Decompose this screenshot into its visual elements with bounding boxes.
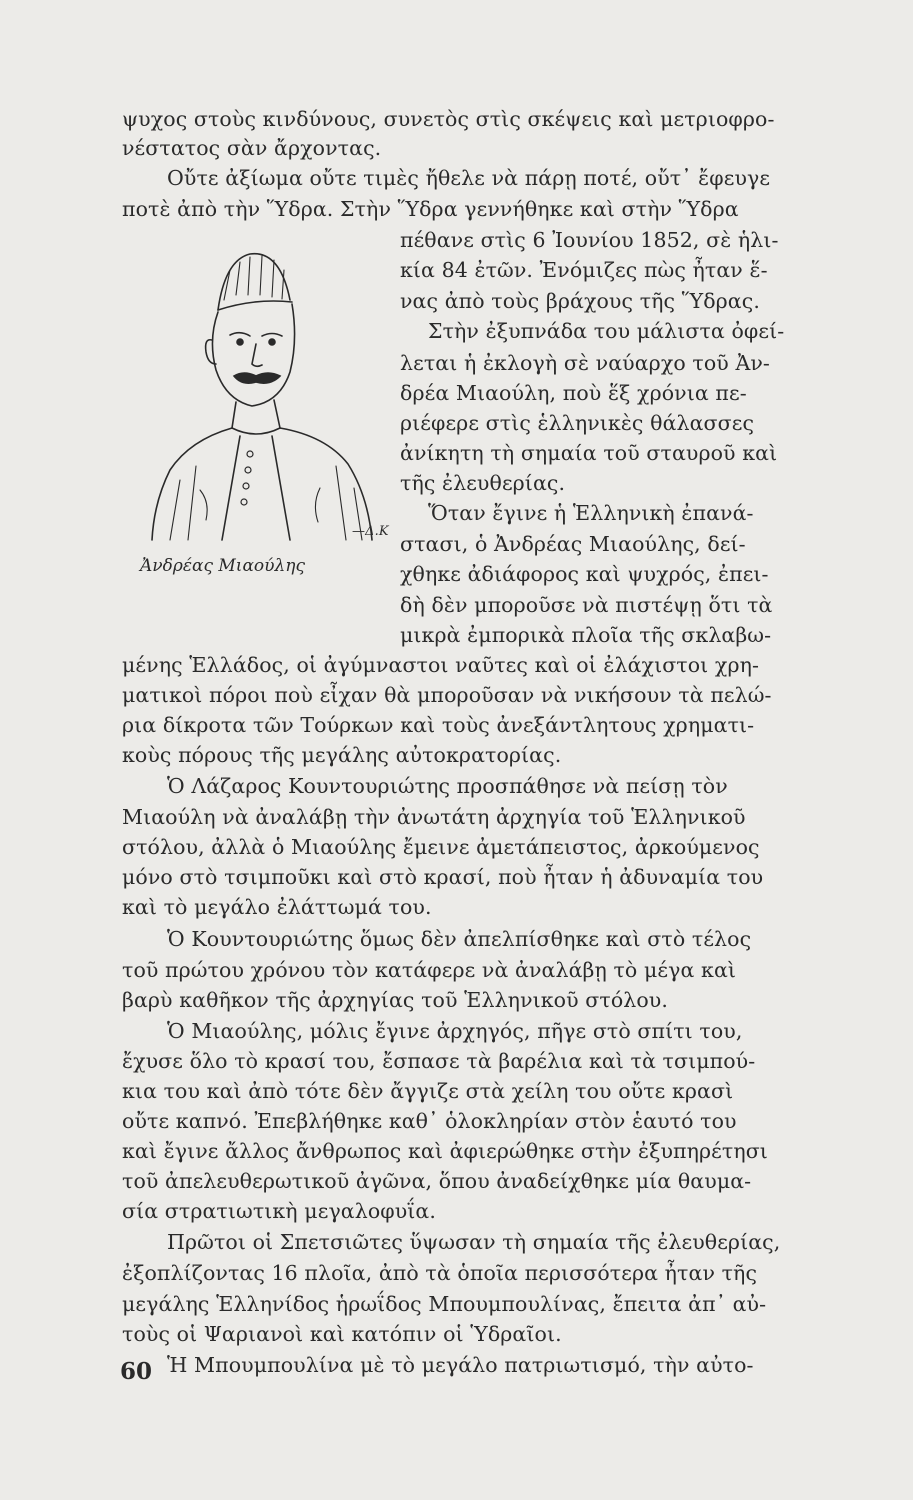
text-line: Πρῶτοι οἱ Σπετσιῶτες ὕψωσαν τὴ σημαία τῆς ἐλευθερίας,	[167, 1230, 781, 1254]
text-line: Ἡ Μπουμπουλίνα μὲ τὸ μεγάλο πατριωτισμό, τὴν αὐτο-	[167, 1353, 754, 1377]
text-line: κοὺς πόρους τῆς μεγάλης αὐτοκρατορίας.	[122, 743, 562, 767]
text-line: Ὁ Λάζαρος Κουντουριώτης προσπάθησε νὰ πείσῃ τὸν	[167, 774, 728, 798]
text-line: κία 84 ἐτῶν. Ἐνόμιζες πὼς ἦταν ἕ-	[400, 258, 768, 282]
text-line: ἔχυσε ὅλο τὸ κρασί του, ἔσπασε τὰ βαρέλια καὶ τὰ τσιμπού-	[122, 1049, 756, 1073]
text-line: μεγάλης Ἑλληνίδος ἡρωΐδος Μπουμπουλίνας, ἔπειτα ἀπ᾽ αὐ-	[122, 1292, 767, 1316]
text-line: κια του καὶ ἀπὸ τότε δὲν ἄγγιζε στὰ χείλη του οὔτε κρασὶ	[122, 1079, 734, 1103]
text-line: οὔτε καπνό. Ἐπεβλήθηκε καθ᾽ ὁλοκληρίαν στὸν ἑαυτό του	[122, 1109, 737, 1133]
text-line: καὶ τὸ μεγάλο ἐλάττωμά του.	[122, 895, 432, 919]
page-number: 60	[120, 1358, 153, 1385]
artist-signature: —Δ.Κ	[352, 524, 389, 539]
text-line: νας ἀπὸ τοὺς βράχους τῆς Ὕδρας.	[400, 289, 760, 313]
text-line: Ὁ Μιαούλης, μόλις ἔγινε ἀρχηγός, πῆγε στὸ σπίτι του,	[167, 1019, 743, 1043]
portrait-illustration	[140, 240, 400, 550]
text-line: τοῦ ἀπελευθερωτικοῦ ἀγῶνα, ὅπου ἀναδείχθηκε μία θαυμα-	[122, 1169, 752, 1193]
text-line: σία στρατιωτικὴ μεγαλοφυΐα.	[122, 1199, 436, 1223]
text-line: στόλου, ἀλλὰ ὁ Μιαούλης ἔμεινε ἀμετάπειστος, ἀρκούμενος	[122, 835, 760, 859]
text-line: μικρὰ ἐμπορικὰ πλοῖα τῆς σκλαβω-	[400, 623, 772, 647]
text-line: Στὴν ἐξυπνάδα του μάλιστα ὀφεί-	[428, 319, 785, 343]
text-line: ψυχος στοὺς κινδύνους, συνετὸς στὶς σκέψεις καὶ μετριοφρο-	[122, 107, 775, 131]
text-line: Οὔτε ἀξίωμα οὔτε τιμὲς ἤθελε νὰ πάρῃ ποτέ, οὔτ᾽ ἔφευγε	[167, 166, 771, 190]
text-line: στασι, ὁ Ἀνδρέας Μιαούλης, δεί-	[400, 532, 746, 556]
text-line: ἀνίκητη τὴ σημαία τοῦ σταυροῦ καὶ	[400, 441, 778, 465]
text-line: δὴ δὲν μποροῦσε νὰ πιστέψῃ ὅτι τὰ	[400, 593, 773, 617]
text-line: ριέφερε στὶς ἑλληνικὲς θάλασσες	[400, 411, 755, 435]
text-line: μένης Ἑλλάδος, οἱ ἀγύμναστοι ναῦτες καὶ οἱ ἐλάχιστοι χρη-	[122, 653, 760, 677]
text-line: Ὁ Κουντουριώτης ὅμως δὲν ἀπελπίσθηκε καὶ στὸ τέλος	[167, 927, 752, 951]
text-line: ρια δίκροτα τῶν Τούρκων καὶ τοὺς ἀνεξάντλητους χρηματι-	[122, 713, 755, 737]
text-line: πέθανε στὶς 6 Ἰουνίου 1852, σὲ ἡλι-	[400, 228, 779, 252]
text-line: καὶ ἔγινε ἄλλος ἄνθρωπος καὶ ἀφιερώθηκε στὴν ἐξυπηρέτησι	[122, 1139, 768, 1163]
text-line: μόνο στὸ τσιμποῦκι καὶ στὸ κρασί, ποὺ ἦταν ἡ ἀδυναμία του	[122, 865, 764, 889]
text-line: ποτὲ ἀπὸ τὴν Ὕδρα. Στὴν Ὕδρα γεννήθηκε καὶ στὴν Ὕδρα	[122, 197, 739, 221]
text-line: νέστατος σὰν ἄρχοντας.	[122, 136, 382, 160]
text-line: δρέα Μιαούλη, ποὺ ἕξ χρόνια πε-	[400, 381, 747, 405]
text-line: Ὅταν ἔγινε ἡ Ἑλληνικὴ ἐπανά-	[428, 501, 754, 525]
text-line: τῆς ἐλευθερίας.	[400, 471, 566, 495]
text-line: τοῦ πρώτου χρόνου τὸν κατάφερε νὰ ἀναλάβῃ τὸ μέγα καὶ	[122, 958, 737, 982]
text-line: χθηκε ἀδιάφορος καὶ ψυχρός, ἐπει-	[400, 562, 769, 586]
text-line: ἐξοπλίζοντας 16 πλοῖα, ἀπὸ τὰ ὁποῖα περισσότερα ἦταν τῆς	[122, 1261, 758, 1285]
text-line: βαρὺ καθῆκον τῆς ἀρχηγίας τοῦ Ἑλληνικοῦ στόλου.	[122, 988, 668, 1012]
text-line: Μιαούλη νὰ ἀναλάβῃ τὴν ἀνωτάτη ἀρχηγία τοῦ Ἑλληνικοῦ	[122, 805, 746, 829]
text-line: λεται ἡ ἐκλογὴ σὲ ναύαρχο τοῦ Ἀν-	[400, 351, 770, 375]
text-line: ματικοὶ πόροι ποὺ εἶχαν θὰ μποροῦσαν νὰ νικήσουν τὰ πελώ-	[122, 683, 772, 707]
portrait-caption: Ἀνδρέας Μιαούλης	[140, 556, 305, 576]
text-line: τοὺς οἱ Ψαριανοὶ καὶ κατόπιν οἱ Ὑδραῖοι.	[122, 1322, 562, 1346]
